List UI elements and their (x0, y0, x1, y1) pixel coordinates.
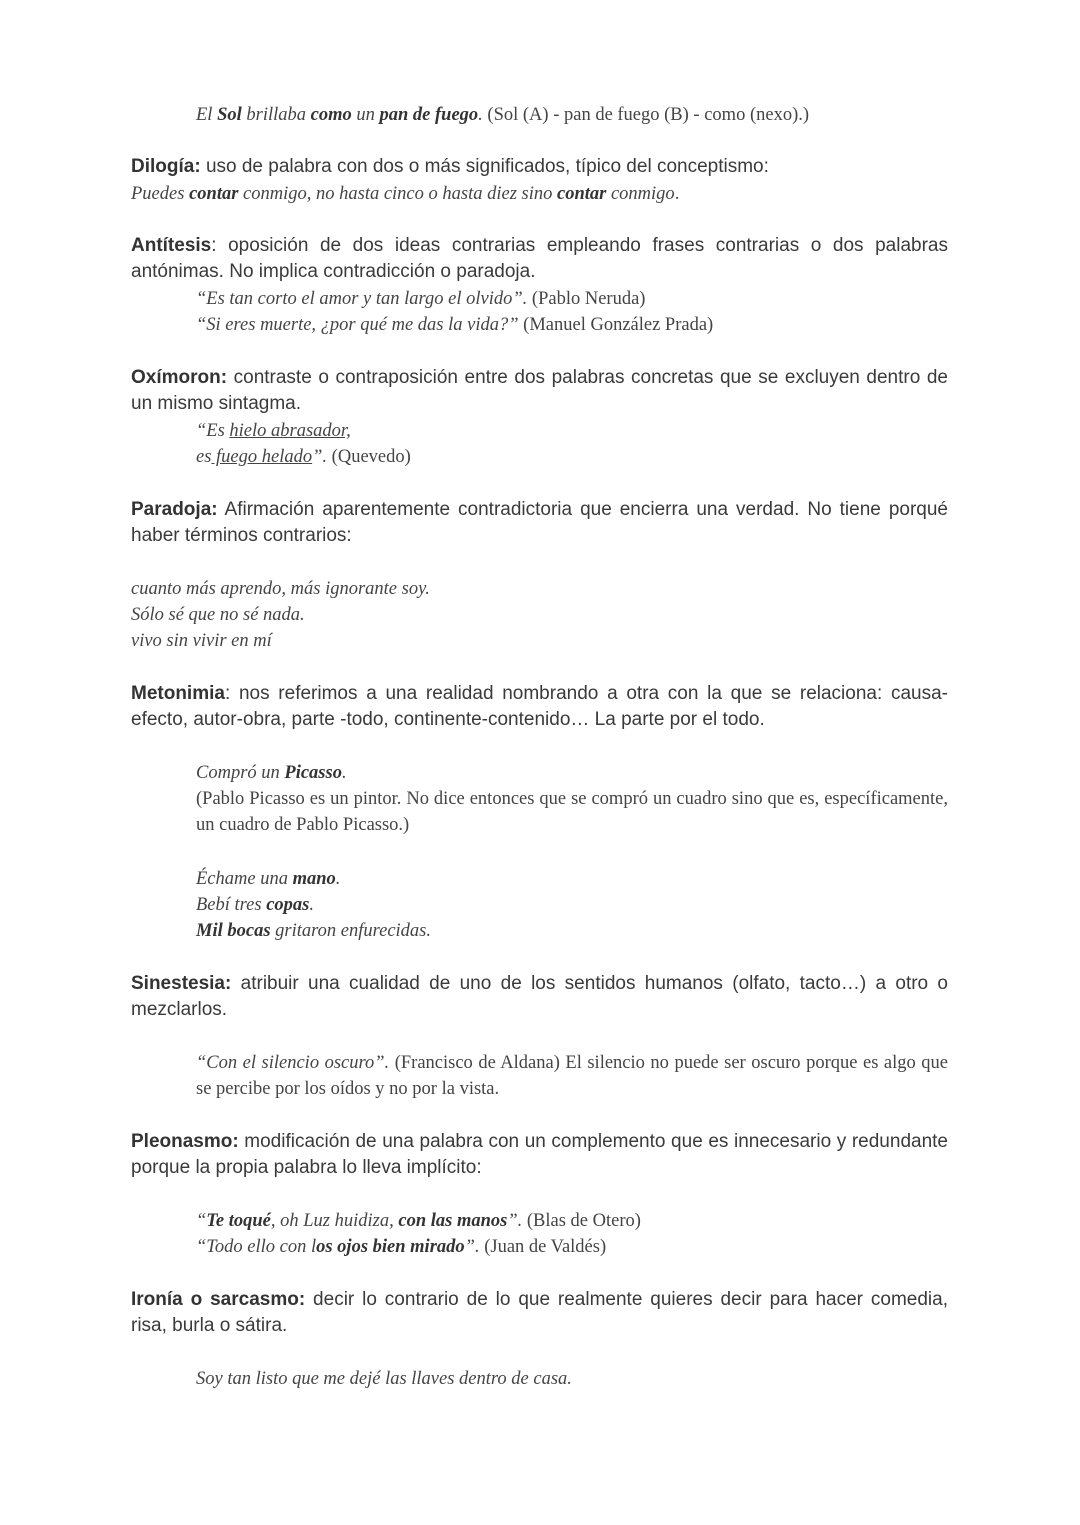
text: . (309, 895, 315, 915)
note: (Pablo Picasso es un pintor. No dice entonces que se compró un cuadro sino que es, específicamente, un cuadro de Pablo Picasso.) (196, 789, 948, 835)
example-line (196, 312, 948, 338)
text: . (341, 763, 347, 783)
bold-word: con las manos (398, 1211, 508, 1231)
text: , oh Luz huidiza, (270, 1211, 399, 1231)
simil-example (196, 102, 948, 128)
text: . (335, 869, 341, 889)
example-line: Sólo sé que no sé nada. (131, 605, 305, 625)
bold-word: como (310, 105, 352, 125)
text: Puedes (131, 184, 190, 204)
bold-word: mano (292, 869, 336, 889)
text: un (351, 105, 380, 125)
example-line (196, 760, 948, 786)
underlined-text: fuego helado (211, 447, 313, 467)
term: Dilogía: (131, 156, 201, 177)
example-line: Soy tan listo que me dejé las llaves dentro de casa. (196, 1369, 572, 1389)
text: gritaron enfurecidas. (270, 921, 432, 941)
oximoron-definition (131, 365, 948, 417)
term: Ironía o sarcasmo: (131, 1289, 306, 1310)
author: (Quevedo) (327, 447, 411, 467)
definition: : nos referimos a una realidad nombrando a otra con la que se relaciona: causa-efecto, autor-obra, parte -todo, continente-contenido… La parte por el todo. (131, 683, 948, 730)
quote: “Con el silencio oscuro”. (196, 1053, 390, 1073)
bold-word: Picasso (284, 763, 342, 783)
definition: : oposición de dos ideas contrarias empleando frases contrarias o dos palabras antónimas. No implica contradicción o paradoja. (131, 235, 948, 282)
metonimia-examples (196, 866, 948, 944)
ironia-example (196, 1366, 948, 1392)
text: Compró un (196, 763, 285, 783)
note: (Sol (A) - pan de fuego (B) - como (nexo).) (482, 105, 810, 125)
text: brillaba (241, 105, 311, 125)
metonimia-note (196, 786, 948, 838)
term: Metonimia (131, 683, 225, 704)
ironia-definition (131, 1287, 948, 1339)
term: Sinestesia: (131, 973, 232, 994)
note: (Francisco de Aldana) El silencio no puede ser oscuro porque es algo que se percibe por los oídos y no por la vista. (196, 1053, 949, 1099)
text: conmigo, no hasta cinco o hasta diez sino (238, 184, 557, 204)
bold-word: pan de fuego (379, 105, 479, 125)
example-line (196, 286, 948, 312)
author: (Blas de Otero) (522, 1211, 641, 1231)
bold-word: Mil bocas (196, 921, 271, 941)
example-line (196, 444, 948, 470)
quote: “Si eres muerte, ¿por qué me das la vida?” (196, 315, 519, 335)
metonimia-example-1 (196, 760, 948, 786)
dilogia-definition (131, 154, 948, 180)
example-line (196, 1234, 948, 1260)
oximoron-example (196, 418, 948, 470)
text: conmigo (606, 184, 675, 204)
underlined-text: hielo abrasador, (229, 421, 351, 441)
text: ”. (464, 1237, 480, 1257)
paradoja-examples (131, 576, 948, 654)
example-line (196, 892, 948, 918)
text: El (196, 105, 218, 125)
antitesis-definition (131, 233, 948, 285)
text: ”. (507, 1211, 523, 1231)
definition: uso de palabra con dos o más significados, típico del conceptismo: (200, 156, 769, 177)
example-line (196, 918, 948, 944)
term: Pleonasmo: (131, 1131, 239, 1152)
example-line: vivo sin vivir en mí (131, 631, 272, 651)
author: (Pablo Neruda) (527, 289, 646, 309)
sinestesia-definition (131, 971, 948, 1023)
text: . (674, 184, 680, 204)
sinestesia-example (196, 1050, 948, 1102)
text: “Es (196, 421, 230, 441)
definition: atribuir una cualidad de uno de los sentidos humanos (olfato, tacto…) a otro o mezclarlos. (131, 973, 948, 1020)
author: (Juan de Valdés) (479, 1237, 607, 1257)
definition: modificación de una palabra con un complemento que es innecesario y redundante porque la propia palabra lo lleva implícito: (131, 1131, 948, 1178)
bold-word: contar (189, 184, 239, 204)
definition: Afirmación aparentemente contradictoria que encierra una verdad. No tiene porqué haber términos contrarios: (131, 499, 948, 546)
bold-word: contar (557, 184, 607, 204)
text: . (478, 105, 483, 125)
term: Oxímoron: (131, 367, 228, 388)
definition: decir lo contrario de lo que realmente quieres decir para hacer comedia, risa, burla o sátira. (131, 1289, 948, 1336)
text: “Todo ello con l (196, 1237, 317, 1257)
bold-word: os ojos bien mirado (316, 1237, 465, 1257)
quote: “Es tan corto el amor y tan largo el olvido”. (196, 289, 528, 309)
text: es (196, 447, 212, 467)
term: Antítesis (131, 235, 212, 256)
metonimia-definition (131, 681, 948, 733)
definition: contraste o contraposición entre dos palabras concretas que se excluyen dentro de un mismo sintagma. (131, 367, 948, 414)
bold-word: Te toqué (206, 1211, 271, 1231)
pleonasmo-definition (131, 1129, 948, 1181)
text: Échame una (196, 869, 293, 889)
author: (Manuel González Prada) (518, 315, 714, 335)
bold-word: Sol (217, 105, 242, 125)
paradoja-definition (131, 497, 948, 549)
example-line (196, 866, 948, 892)
dilogia-example (131, 181, 948, 207)
text: Bebí tres (196, 895, 267, 915)
antitesis-examples (196, 286, 948, 338)
text: “ (196, 1211, 207, 1231)
text: ”. (312, 447, 328, 467)
example-line (196, 418, 948, 444)
bold-word: copas (266, 895, 310, 915)
example-line: cuanto más aprendo, más ignorante soy. (131, 579, 430, 599)
example-line (196, 1208, 948, 1234)
term: Paradoja: (131, 499, 218, 520)
pleonasmo-examples (196, 1208, 948, 1260)
